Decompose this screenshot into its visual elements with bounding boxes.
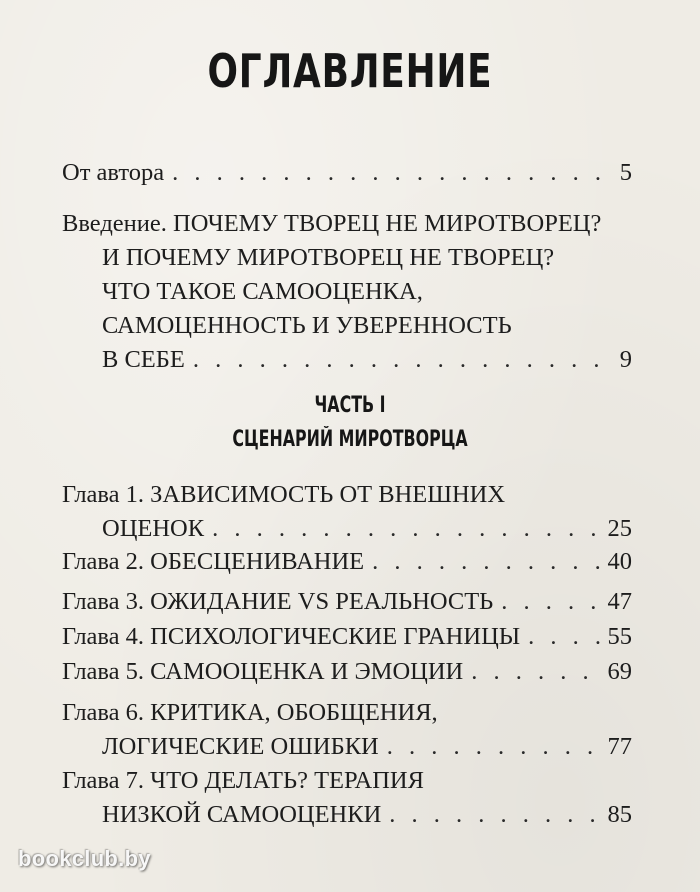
toc-line <box>62 156 632 190</box>
toc-line <box>62 655 632 689</box>
toc-line <box>62 207 632 241</box>
toc-page-number: 47 <box>607 588 632 615</box>
toc-page-number: 77 <box>607 733 632 760</box>
toc-line <box>62 730 632 764</box>
toc-line <box>62 275 632 309</box>
page-title: ОГЛАВЛЕНИЕ <box>207 44 493 98</box>
toc-entry-text: Глава 2. ОБЕСЦЕНИВАНИЕ <box>62 548 365 575</box>
toc-entry-text: САМОЦЕННОСТЬ И УВЕРЕННОСТЬ <box>102 312 512 339</box>
toc-entry-text: Глава 1. ЗАВИСИМОСТЬ ОТ ВНЕШНИХ <box>62 481 506 508</box>
toc-line <box>62 512 632 546</box>
dot-leader <box>501 585 601 619</box>
dot-leader <box>193 343 602 377</box>
toc-page-number: 25 <box>607 515 632 542</box>
toc-line <box>62 696 632 730</box>
toc-entry-chapter-6 <box>62 696 632 764</box>
toc-entry-text: ОЦЕНОК <box>102 515 205 542</box>
toc-page-number: 85 <box>607 801 632 828</box>
toc-entry-chapter-2 <box>62 545 632 579</box>
toc-entry-text: Глава 6. КРИТИКА, ОБОБЩЕНИЯ, <box>62 699 438 726</box>
toc-page-number: 69 <box>607 658 632 685</box>
toc-entry-chapter-3 <box>62 585 632 619</box>
toc-line <box>62 478 632 512</box>
dot-leader <box>212 512 601 546</box>
toc-entry-chapter-4 <box>62 620 632 654</box>
toc-entry-text: НИЗКОЙ САМООЦЕНКИ <box>102 801 382 828</box>
watermark: bookclub.by <box>18 846 151 871</box>
toc-entry-chapter-7 <box>62 764 632 832</box>
toc-entry-text: Глава 5. САМООЦЕНКА И ЭМОЦИИ <box>62 658 464 685</box>
toc-entry-chapter-5 <box>62 655 632 689</box>
toc-line <box>62 241 632 275</box>
toc-entry-text: ЧТО ТАКОЕ САМООЦЕНКА, <box>102 278 423 305</box>
toc-line <box>62 545 632 579</box>
toc-line <box>62 798 632 832</box>
toc-entry-text: Глава 3. ОЖИДАНИЕ VS РЕАЛЬНОСТЬ <box>62 588 494 615</box>
toc-page-number: 9 <box>619 346 632 373</box>
dot-leader <box>172 156 602 190</box>
toc-entry-text: От автора <box>62 159 165 186</box>
toc-entry-text: Глава 4. ПСИХОЛОГИЧЕСКИЕ ГРАНИЦЫ <box>62 623 521 650</box>
toc-line <box>62 764 632 798</box>
dot-leader <box>389 798 601 832</box>
toc-entry-text: Введение. ПОЧЕМУ ТВОРЕЦ НЕ МИРОТВОРЕЦ? <box>62 210 602 237</box>
toc-entry-chapter-1 <box>62 478 632 546</box>
part-number: ЧАСТЬ I <box>314 393 386 418</box>
toc-entry-text: И ПОЧЕМУ МИРОТВОРЕЦ НЕ ТВОРЕЦ? <box>102 244 555 271</box>
dot-leader <box>471 655 601 689</box>
toc-line <box>62 585 632 619</box>
toc-entry-text: В СЕБЕ <box>102 346 185 373</box>
toc-entry-author <box>62 156 632 190</box>
dot-leader <box>372 545 601 579</box>
toc-entry-text: Глава 7. ЧТО ДЕЛАТЬ? ТЕРАПИЯ <box>62 767 424 794</box>
toc-page-number: 55 <box>607 623 632 650</box>
toc-entry-intro <box>62 207 632 377</box>
toc-line <box>62 620 632 654</box>
toc-entry-text: ЛОГИЧЕСКИЕ ОШИБКИ <box>102 733 379 760</box>
toc-line <box>62 343 632 377</box>
toc-page-number: 5 <box>619 159 632 186</box>
part-title: СЦЕНАРИЙ МИРОТВОРЦА <box>232 427 468 452</box>
dot-leader <box>387 730 602 764</box>
dot-leader <box>528 620 601 654</box>
toc-line <box>62 309 632 343</box>
toc-page-number: 40 <box>607 548 632 575</box>
